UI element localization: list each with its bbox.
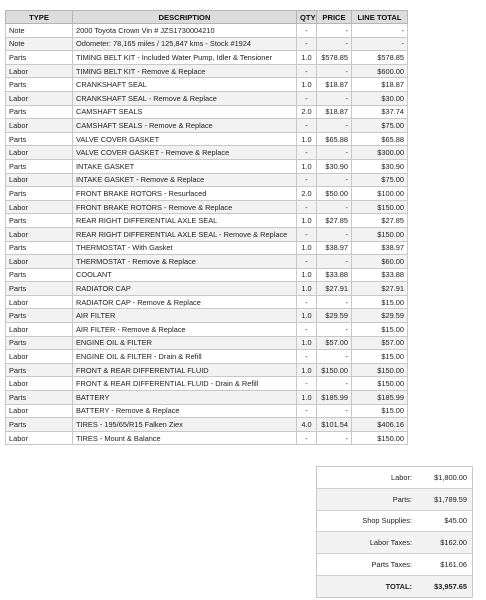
table-row — [6, 214, 408, 228]
line-items-table — [5, 10, 408, 445]
cell-type: Parts — [6, 51, 73, 65]
cell-price: - — [317, 146, 352, 160]
summary-row — [317, 576, 472, 597]
table-row — [6, 37, 408, 51]
table-row — [6, 363, 408, 377]
table-row — [6, 241, 408, 255]
cell-line-total: $150.00 — [352, 431, 408, 445]
table-row — [6, 227, 408, 241]
table-row — [6, 24, 408, 38]
cell-description: FRONT BRAKE ROTORS - Resurfaced — [73, 187, 297, 201]
header-row — [6, 11, 408, 24]
cell-line-total: $15.00 — [352, 404, 408, 418]
table-row — [6, 268, 408, 282]
cell-description: CAMSHAFT SEALS - Remove & Replace — [73, 119, 297, 133]
cell-description: INTAKE GASKET — [73, 159, 297, 173]
cell-line-total: $15.00 — [352, 350, 408, 364]
cell-price: - — [317, 37, 352, 51]
cell-qty: 1.0 — [297, 78, 317, 92]
summary-row — [317, 532, 472, 554]
summary-value: $3,957.65 — [434, 581, 467, 591]
cell-line-total: $27.85 — [352, 214, 408, 228]
cell-line-total: $406.16 — [352, 418, 408, 432]
summary-value: $1,789.59 — [434, 494, 467, 504]
cell-qty: 1.0 — [297, 241, 317, 255]
cell-price: $27.91 — [317, 282, 352, 296]
summary-row — [317, 467, 472, 489]
table-row — [6, 78, 408, 92]
table-row — [6, 91, 408, 105]
cell-line-total: $185.99 — [352, 391, 408, 405]
cell-description: THERMOSTAT - With Gasket — [73, 241, 297, 255]
cell-qty: - — [297, 404, 317, 418]
cell-price: $185.99 — [317, 391, 352, 405]
cell-type: Labor — [6, 377, 73, 391]
cell-description: THERMOSTAT - Remove & Replace — [73, 255, 297, 269]
table-row — [6, 323, 408, 337]
cell-type: Labor — [6, 200, 73, 214]
cell-type: Parts — [6, 132, 73, 146]
cell-type: Parts — [6, 363, 73, 377]
cell-description: CRANKSHAFT SEAL — [73, 78, 297, 92]
summary-label: Labor Taxes: — [369, 538, 412, 548]
cell-price: - — [317, 431, 352, 445]
cell-type: Labor — [6, 119, 73, 133]
table-row — [6, 282, 408, 296]
table-row — [6, 404, 408, 418]
cell-price: $18.87 — [317, 78, 352, 92]
cell-line-total: $300.00 — [352, 146, 408, 160]
cell-qty: 1.0 — [297, 336, 317, 350]
summary-value: $45.00 — [444, 516, 467, 526]
cell-type: Labor — [6, 431, 73, 445]
cell-line-total: $600.00 — [352, 64, 408, 78]
cell-qty: - — [297, 37, 317, 51]
cell-type: Parts — [6, 159, 73, 173]
cell-description: TIRES - Mount & Balance — [73, 431, 297, 445]
cell-qty: 1.0 — [297, 214, 317, 228]
summary-row — [317, 489, 472, 511]
cell-type: Labor — [6, 227, 73, 241]
cell-description: RADIATOR CAP — [73, 282, 297, 296]
header-type: TYPE — [6, 11, 73, 24]
table-row — [6, 159, 408, 173]
header-qty: QTY — [297, 11, 317, 24]
cell-qty: - — [297, 119, 317, 133]
table-row — [6, 431, 408, 445]
summary-label: Labor: — [391, 472, 412, 482]
cell-qty: - — [297, 91, 317, 105]
cell-price: - — [317, 91, 352, 105]
cell-type: Parts — [6, 268, 73, 282]
cell-description: AIR FILTER — [73, 309, 297, 323]
cell-price: - — [317, 377, 352, 391]
cell-price: - — [317, 24, 352, 38]
cell-price: $150.00 — [317, 363, 352, 377]
cell-type: Parts — [6, 309, 73, 323]
cell-price: $578.85 — [317, 51, 352, 65]
table-row — [6, 187, 408, 201]
cell-type: Labor — [6, 255, 73, 269]
table-row — [6, 418, 408, 432]
cell-line-total: $37.74 — [352, 105, 408, 119]
cell-line-total: $60.00 — [352, 255, 408, 269]
cell-type: Parts — [6, 187, 73, 201]
cell-line-total: $75.00 — [352, 173, 408, 187]
cell-type: Parts — [6, 282, 73, 296]
header-description: DESCRIPTION — [73, 11, 297, 24]
summary-row — [317, 554, 472, 576]
summary-value: $162.00 — [440, 538, 467, 548]
cell-type: Parts — [6, 214, 73, 228]
cell-qty: 1.0 — [297, 391, 317, 405]
header-line-total: LINE TOTAL — [352, 11, 408, 24]
cell-line-total: - — [352, 37, 408, 51]
cell-price: - — [317, 255, 352, 269]
cell-line-total: $30.00 — [352, 91, 408, 105]
summary-label: TOTAL: — [385, 581, 412, 591]
cell-line-total: $30.90 — [352, 159, 408, 173]
cell-qty: - — [297, 323, 317, 337]
cell-description: CRANKSHAFT SEAL - Remove & Replace — [73, 91, 297, 105]
cell-type: Note — [6, 37, 73, 51]
cell-qty: 1.0 — [297, 282, 317, 296]
cell-qty: - — [297, 350, 317, 364]
cell-price: - — [317, 227, 352, 241]
table-row — [6, 350, 408, 364]
table-row — [6, 309, 408, 323]
cell-description: REAR RIGHT DIFFERENTIAL AXLE SEAL - Remove & Replace — [73, 227, 297, 241]
cell-qty: 4.0 — [297, 418, 317, 432]
cell-line-total: $15.00 — [352, 323, 408, 337]
cell-line-total: $57.00 — [352, 336, 408, 350]
cell-description: FRONT BRAKE ROTORS - Remove & Replace — [73, 200, 297, 214]
cell-description: TIRES - 195/65/R15 Falken Ziex — [73, 418, 297, 432]
cell-price: - — [317, 350, 352, 364]
cell-description: AIR FILTER - Remove & Replace — [73, 323, 297, 337]
cell-line-total: $29.59 — [352, 309, 408, 323]
cell-description: BATTERY — [73, 391, 297, 405]
cell-description: BATTERY - Remove & Replace — [73, 404, 297, 418]
cell-qty: - — [297, 295, 317, 309]
cell-line-total: $578.85 — [352, 51, 408, 65]
cell-qty: - — [297, 227, 317, 241]
header-price: PRICE — [317, 11, 352, 24]
table-row — [6, 132, 408, 146]
cell-line-total: $150.00 — [352, 227, 408, 241]
summary-value: $1,800.00 — [434, 472, 467, 482]
cell-line-total: $150.00 — [352, 363, 408, 377]
table-row — [6, 173, 408, 187]
cell-line-total: $18.87 — [352, 78, 408, 92]
summary-row — [317, 511, 472, 533]
cell-qty: 2.0 — [297, 187, 317, 201]
cell-line-total: $65.88 — [352, 132, 408, 146]
summary-label: Parts Taxes: — [371, 560, 412, 570]
cell-type: Labor — [6, 404, 73, 418]
cell-line-total: $15.00 — [352, 295, 408, 309]
cell-qty: - — [297, 377, 317, 391]
cell-type: Labor — [6, 173, 73, 187]
cell-qty: - — [297, 255, 317, 269]
cell-qty: 1.0 — [297, 268, 317, 282]
cell-price: $38.97 — [317, 241, 352, 255]
table-row — [6, 51, 408, 65]
cell-price: - — [317, 64, 352, 78]
cell-type: Labor — [6, 323, 73, 337]
cell-qty: 1.0 — [297, 132, 317, 146]
cell-price: $18.87 — [317, 105, 352, 119]
cell-price: $27.85 — [317, 214, 352, 228]
totals-summary — [316, 466, 473, 598]
summary-label: Shop Supplies: — [362, 516, 412, 526]
cell-price: $30.90 — [317, 159, 352, 173]
cell-price: - — [317, 200, 352, 214]
cell-price: - — [317, 295, 352, 309]
cell-description: 2000 Toyota Crown Vin # JZS1730004210 — [73, 24, 297, 38]
cell-price: - — [317, 119, 352, 133]
cell-line-total: $150.00 — [352, 200, 408, 214]
cell-type: Labor — [6, 91, 73, 105]
cell-qty: 1.0 — [297, 309, 317, 323]
cell-description: Odometer: 78,165 miles / 125,847 kms - Stock #1924 — [73, 37, 297, 51]
cell-qty: - — [297, 146, 317, 160]
cell-type: Labor — [6, 64, 73, 78]
cell-type: Parts — [6, 241, 73, 255]
cell-description: ENGINE OIL & FILTER — [73, 336, 297, 350]
summary-label: Parts: — [392, 494, 412, 504]
cell-line-total: $27.91 — [352, 282, 408, 296]
table-row — [6, 64, 408, 78]
cell-type: Labor — [6, 146, 73, 160]
cell-qty: - — [297, 431, 317, 445]
cell-description: RADIATOR CAP - Remove & Replace — [73, 295, 297, 309]
cell-description: FRONT & REAR DIFFERENTIAL FLUID — [73, 363, 297, 377]
table-body — [6, 24, 408, 445]
cell-description: FRONT & REAR DIFFERENTIAL FLUID - Drain & Refill — [73, 377, 297, 391]
cell-type: Parts — [6, 418, 73, 432]
cell-qty: - — [297, 200, 317, 214]
cell-line-total: $100.00 — [352, 187, 408, 201]
table-row — [6, 146, 408, 160]
cell-description: CAMSHAFT SEALS — [73, 105, 297, 119]
cell-line-total: $150.00 — [352, 377, 408, 391]
cell-type: Parts — [6, 391, 73, 405]
cell-description: VALVE COVER GASKET - Remove & Replace — [73, 146, 297, 160]
cell-qty: 2.0 — [297, 105, 317, 119]
summary-value: $161.06 — [440, 560, 467, 570]
table-header — [6, 11, 408, 24]
cell-description: COOLANT — [73, 268, 297, 282]
cell-line-total: $38.97 — [352, 241, 408, 255]
cell-description: REAR RIGHT DIFFERENTIAL AXLE SEAL — [73, 214, 297, 228]
cell-qty: - — [297, 173, 317, 187]
table-row — [6, 391, 408, 405]
cell-type: Parts — [6, 78, 73, 92]
cell-qty: 1.0 — [297, 159, 317, 173]
cell-line-total: $75.00 — [352, 119, 408, 133]
cell-price: - — [317, 173, 352, 187]
table-row — [6, 336, 408, 350]
cell-price: - — [317, 404, 352, 418]
cell-type: Note — [6, 24, 73, 38]
cell-type: Parts — [6, 105, 73, 119]
table-row — [6, 105, 408, 119]
cell-type: Parts — [6, 336, 73, 350]
cell-type: Labor — [6, 350, 73, 364]
cell-description: VALVE COVER GASKET — [73, 132, 297, 146]
cell-description: INTAKE GASKET - Remove & Replace — [73, 173, 297, 187]
cell-price: $29.59 — [317, 309, 352, 323]
cell-description: ENGINE OIL & FILTER - Drain & Refill — [73, 350, 297, 364]
cell-qty: - — [297, 24, 317, 38]
cell-line-total: - — [352, 24, 408, 38]
cell-qty: 1.0 — [297, 51, 317, 65]
cell-price: $101.54 — [317, 418, 352, 432]
cell-price: $65.88 — [317, 132, 352, 146]
table-row — [6, 200, 408, 214]
cell-line-total: $33.88 — [352, 268, 408, 282]
table-row — [6, 295, 408, 309]
table-row — [6, 377, 408, 391]
table-row — [6, 119, 408, 133]
cell-qty: - — [297, 64, 317, 78]
cell-qty: 1.0 — [297, 363, 317, 377]
cell-price: $57.00 — [317, 336, 352, 350]
cell-description: TIMING BELT KIT - Remove & Replace — [73, 64, 297, 78]
table-row — [6, 255, 408, 269]
cell-price: - — [317, 323, 352, 337]
cell-type: Labor — [6, 295, 73, 309]
cell-price: $50.00 — [317, 187, 352, 201]
cell-price: $33.88 — [317, 268, 352, 282]
cell-description: TIMING BELT KIT - Included Water Pump, Idler & Tensioner — [73, 51, 297, 65]
